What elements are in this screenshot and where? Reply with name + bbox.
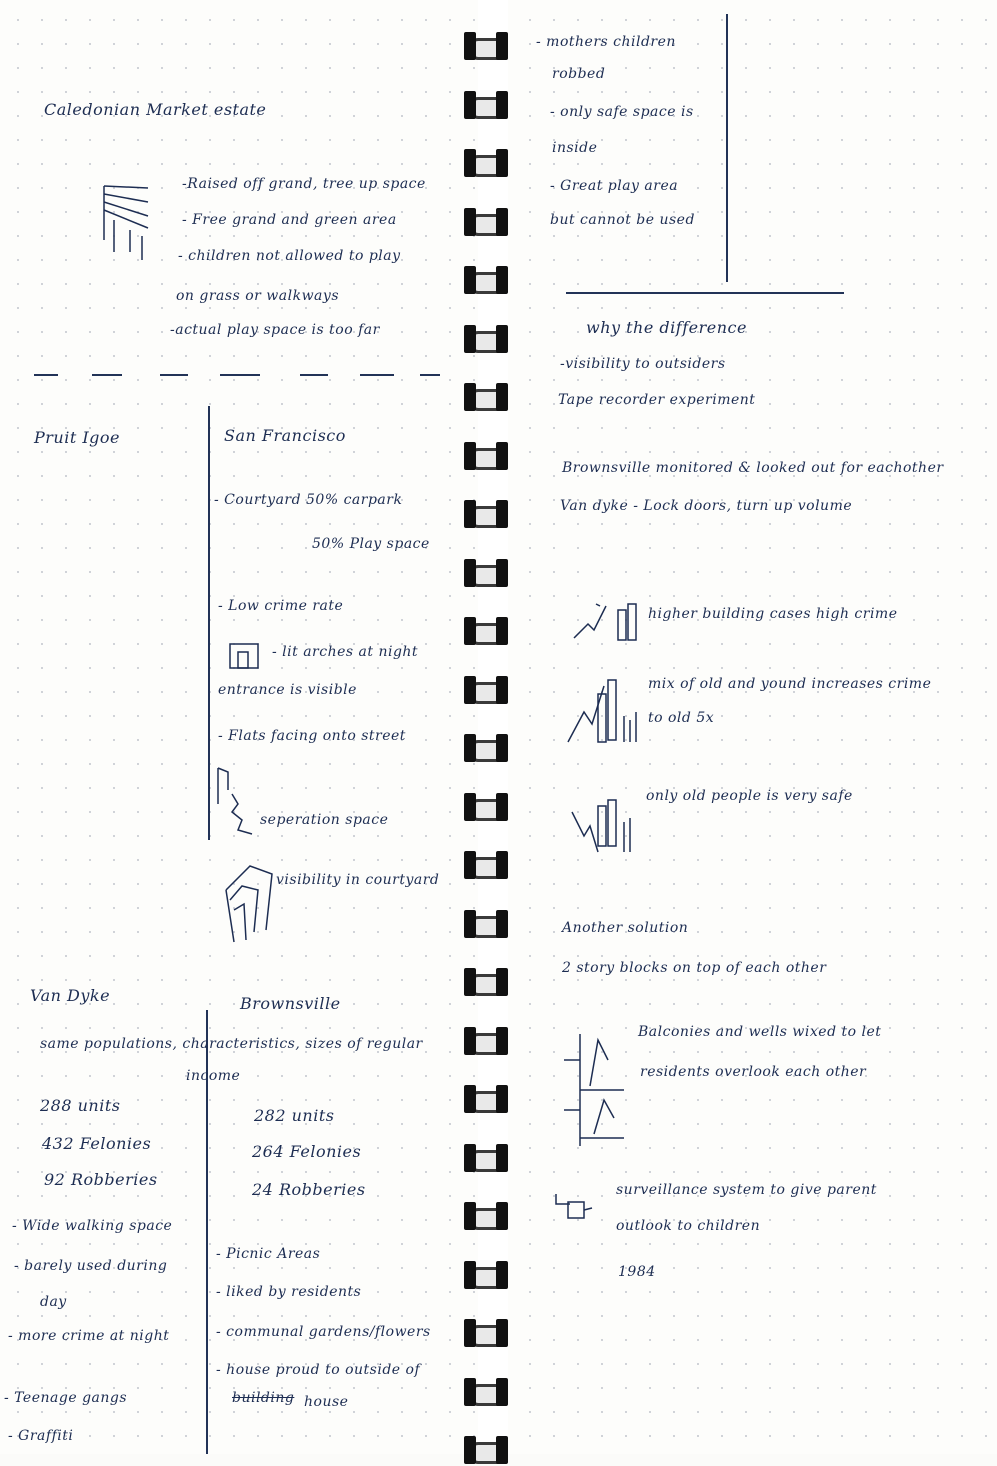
top-note: but cannot be used [550,212,695,228]
pruitt-igoe-title: Pruit Igoe [34,428,121,447]
top-note: robbed [552,66,606,82]
sf-note: - Low crime rate [218,598,344,614]
sf-note: seperation space [260,812,389,828]
van-dyke-note: - Graffiti [8,1428,74,1444]
sf-note: - Flats facing onto street [218,728,406,744]
brownsville-note: - liked by residents [216,1284,362,1300]
brownsville-note: house [304,1394,349,1410]
building-note: only old people is very safe [646,788,853,804]
section-divider [92,374,122,376]
notebook-right-page [508,0,997,1454]
binding-ring [464,1025,508,1057]
brownsville-note: - communal gardens/flowers [216,1324,431,1340]
van-dyke-note: - Teenage gangs [4,1390,128,1406]
van-dyke-note: - more crime at night [8,1328,170,1344]
top-note: - only safe space is [550,104,694,120]
binding-ring [464,1259,508,1291]
binding-ring [464,966,508,998]
sf-note: entrance is visible [218,682,357,698]
van-dyke-stat: 288 units [40,1096,121,1115]
top-note: inside [552,140,598,156]
arch-sketch [228,640,262,670]
surveillance-note: outlook to children [616,1218,761,1234]
caledonian-note: on grass or walkways [176,288,340,304]
van-dyke-stat: 92 Robberies [44,1170,158,1189]
brownsville-note-crossed-out: building [232,1390,295,1406]
binding-ring [464,498,508,530]
sf-note: visibility in courtyard [276,872,440,888]
brownsville-stat: 24 Robberies [252,1180,366,1199]
section-divider [160,374,188,376]
caledonian-note: -Raised off grand, tree up space [182,176,426,192]
binding-ring [464,849,508,881]
building-note: to old 5x [648,710,715,726]
section-divider [566,292,844,294]
sf-note: 50% Play space [312,536,430,552]
balcony-note: residents overlook each other [640,1064,867,1080]
binding-ring [464,206,508,238]
why-note: Tape recorder experiment [558,392,756,408]
top-note: - Great play area [550,178,679,194]
binding-ring [464,791,508,823]
courtyard-sketch [220,860,276,946]
caledonian-note: - Free grand and green area [182,212,397,228]
mixed-age-sketch [564,672,644,746]
section-divider [420,374,440,376]
column-divider [726,14,728,282]
van-dyke-note: - Wide walking space [12,1218,173,1234]
raised-building-sketch [100,180,156,264]
section-divider [34,374,58,376]
brownsville-note: - house proud to outside of [216,1362,421,1378]
van-dyke-note: day [40,1294,67,1310]
notebook-left-page [0,0,478,1454]
observation: Brownsville monitored & looked out for eachother [562,460,944,476]
solution-title: Another solution [562,920,689,936]
camera-sketch [552,1190,594,1226]
binding-ring [464,1317,508,1349]
san-francisco-title: San Francisco [224,426,346,445]
sf-note: - Courtyard 50% carpark [214,492,403,508]
observation: Van dyke - Lock doors, turn up volume [560,498,853,514]
balcony-note: Balconies and wells wixed to let [638,1024,882,1040]
binding-ring [464,557,508,589]
reference-note: 1984 [618,1264,656,1280]
caledonian-note: - children not allowed to play [178,248,401,264]
surveillance-note: surveillance system to give parent [616,1182,877,1198]
binding-ring [464,1200,508,1232]
section-divider [360,374,394,376]
binding-ring [464,674,508,706]
shared-characteristics-note: same populations, characteristics, sizes of regular [40,1036,423,1052]
caledonian-note: -actual play space is too far [170,322,380,338]
binding-ring [464,323,508,355]
building-note: mix of old and yound increases crime [648,676,932,692]
binding-ring [464,147,508,179]
column-divider [208,406,210,840]
why-note: -visibility to outsiders [560,356,726,372]
top-note: - mothers children [536,34,676,50]
binding-ring [464,908,508,940]
solution-line: 2 story blocks on top of each other [562,960,827,976]
binding-ring [464,1376,508,1408]
building-note: higher building cases high crime [648,606,898,622]
section-divider [220,374,260,376]
van-dyke-stat: 432 Felonies [42,1134,152,1153]
section-divider [300,374,328,376]
spiral-binding [478,0,508,1454]
why-note: why the difference [586,318,747,337]
tall-building-sketch [570,600,640,648]
sf-note: - lit arches at night [272,644,419,660]
binding-ring [464,732,508,764]
brownsville-title: Brownsville [240,994,341,1013]
binding-ring [464,89,508,121]
brownsville-stat: 282 units [254,1106,335,1125]
balcony-sketch [560,1030,632,1150]
van-dyke-note: - barely used during [14,1258,168,1274]
binding-ring [464,1083,508,1115]
binding-ring [464,1434,508,1466]
van-dyke-title: Van Dyke [30,986,111,1005]
brownsville-stat: 264 Felonies [252,1142,362,1161]
binding-ring [464,1142,508,1174]
binding-ring [464,264,508,296]
old-people-sketch [568,796,638,856]
binding-ring [464,615,508,647]
shared-characteristics-note: income [186,1068,241,1084]
binding-ring [464,381,508,413]
caledonian-title: Caledonian Market estate [44,100,267,119]
separation-space-sketch [212,764,258,836]
binding-ring [464,30,508,62]
binding-ring [464,440,508,472]
brownsville-note: - Picnic Areas [216,1246,321,1262]
